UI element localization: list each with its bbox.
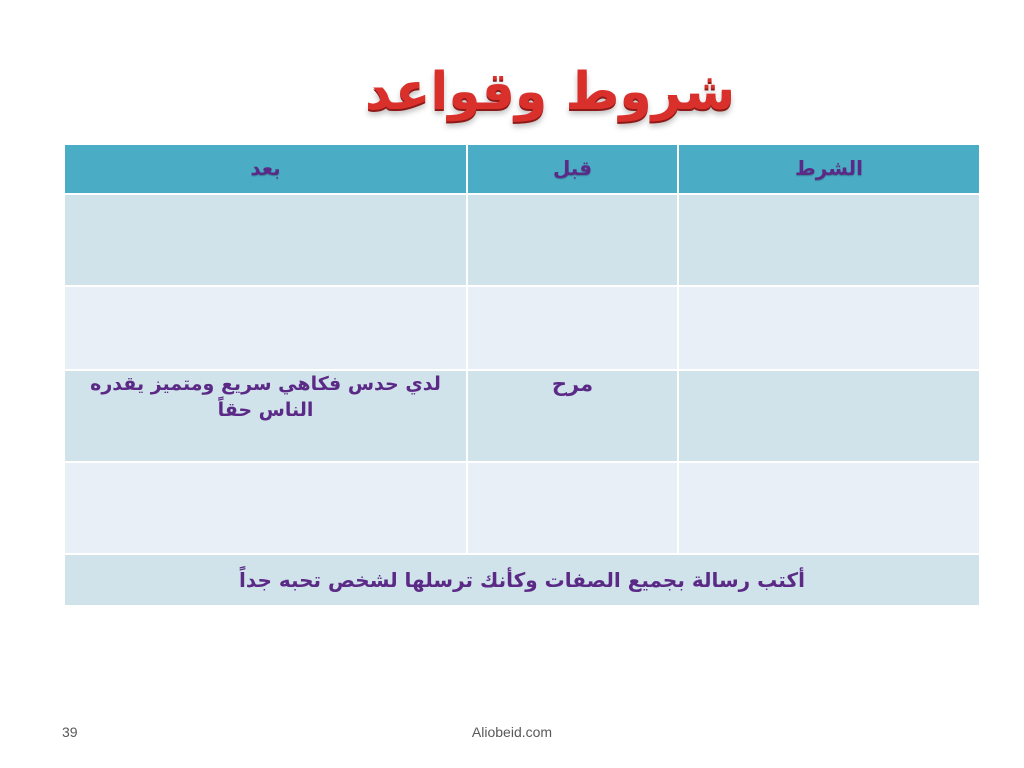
table-row bbox=[64, 286, 980, 370]
header-after: بعد bbox=[64, 144, 467, 194]
footer-instruction: أكتب رسالة بجميع الصفات وكأنك ترسلها لشخص تحبه جداً bbox=[64, 554, 980, 606]
slide-title: شروط وقواعد bbox=[364, 62, 736, 122]
cell-condition bbox=[678, 194, 980, 286]
table-row bbox=[64, 194, 980, 286]
cell-condition bbox=[678, 370, 980, 462]
table-footer-row bbox=[64, 554, 980, 606]
cell-after bbox=[64, 286, 467, 370]
cell-after bbox=[64, 462, 467, 554]
page-number: 39 bbox=[62, 724, 78, 740]
cell-after bbox=[64, 194, 467, 286]
table-header-row bbox=[64, 144, 980, 194]
header-condition: الشرط bbox=[678, 144, 980, 194]
cell-condition bbox=[678, 286, 980, 370]
conditions-table bbox=[63, 143, 981, 607]
site-footer: Aliobeid.com bbox=[471, 724, 553, 740]
header-before: قبل bbox=[467, 144, 678, 194]
cell-before bbox=[467, 462, 678, 554]
table-row bbox=[64, 462, 980, 554]
table-row bbox=[64, 370, 980, 462]
cell-before bbox=[467, 286, 678, 370]
cell-condition bbox=[678, 462, 980, 554]
cell-before: مرح bbox=[467, 370, 678, 462]
cell-after: لدي حدس فكاهي سريع ومتميز يقدره الناس حقاً bbox=[64, 370, 467, 462]
cell-before bbox=[467, 194, 678, 286]
